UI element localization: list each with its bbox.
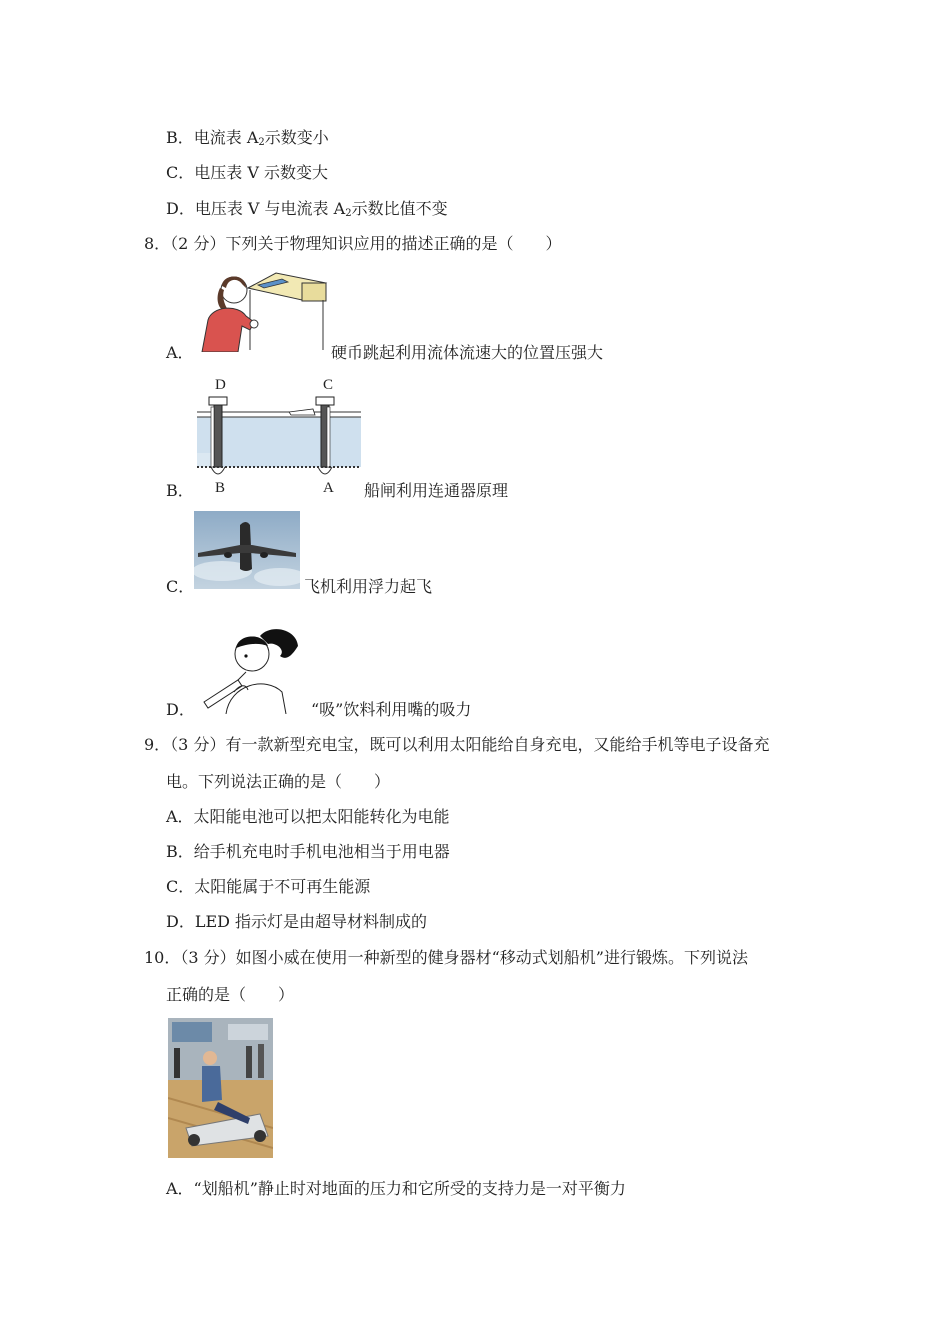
q9-option-a: A．太阳能电池可以把太阳能转化为电能 [166, 807, 450, 826]
q9-stem-line2: 电。下列说法正确的是（ ） [166, 772, 391, 791]
q10-stem-line1: 10．（3 分）如图小威在使用一种新型的健身器材“移动式划船机”进行锻炼。下列说法 [144, 948, 748, 967]
q8-option-a-label: A． [166, 343, 194, 362]
q8-option-d-text: “吸”饮料利用嘴的吸力 [311, 700, 472, 719]
q10-rowing-machine-photo [168, 1018, 273, 1158]
q8-option-b-figure [197, 375, 361, 497]
q8-option-c-text: 飞机利用浮力起飞 [304, 577, 433, 596]
lock-label-a: A [323, 480, 334, 496]
q8-option-b-label: B． [166, 481, 194, 500]
q10-option-a: A．“划船机”静止时对地面的压力和它所受的支持力是一对平衡力 [166, 1179, 626, 1198]
q8-option-a-figure [198, 270, 328, 352]
q7-option-d: D．电压表 V 与电流表 $A_2$示数比值不变 [166, 199, 448, 219]
q9-option-d: D．LED 指示灯是由超导材料制成的 [166, 912, 428, 931]
q8-option-d-figure [196, 622, 302, 714]
q10-stem-line2: 正确的是（ ） [166, 985, 295, 1004]
q8-option-b-text: 船闸利用连通器原理 [364, 481, 509, 500]
q9-stem-line1: 9．（3 分）有一款新型充电宝，既可以利用太阳能给自身充电，又能给手机等电子设备充 [144, 735, 770, 754]
q8-option-c-photo [194, 511, 300, 589]
q9-option-c: C．太阳能属于不可再生能源 [166, 877, 371, 896]
lock-label-b: B [215, 480, 226, 496]
q9-option-b: B．给手机充电时手机电池相当于用电器 [166, 842, 450, 861]
lock-label-c: C [323, 377, 334, 393]
q8-option-c-label: C． [166, 577, 195, 596]
q7-option-c: C．电压表 V 示数变大 [166, 163, 328, 182]
q8-option-d-label: D． [166, 700, 195, 719]
q7-option-b: B．电流表 $A_2$示数变小 [166, 128, 329, 148]
lock-label-d: D [215, 377, 226, 393]
q8-stem: 8．（2 分）下列关于物理知识应用的描述正确的是（ ） [144, 234, 562, 253]
q8-option-a-text: 硬币跳起利用流体流速大的位置压强大 [331, 343, 604, 362]
